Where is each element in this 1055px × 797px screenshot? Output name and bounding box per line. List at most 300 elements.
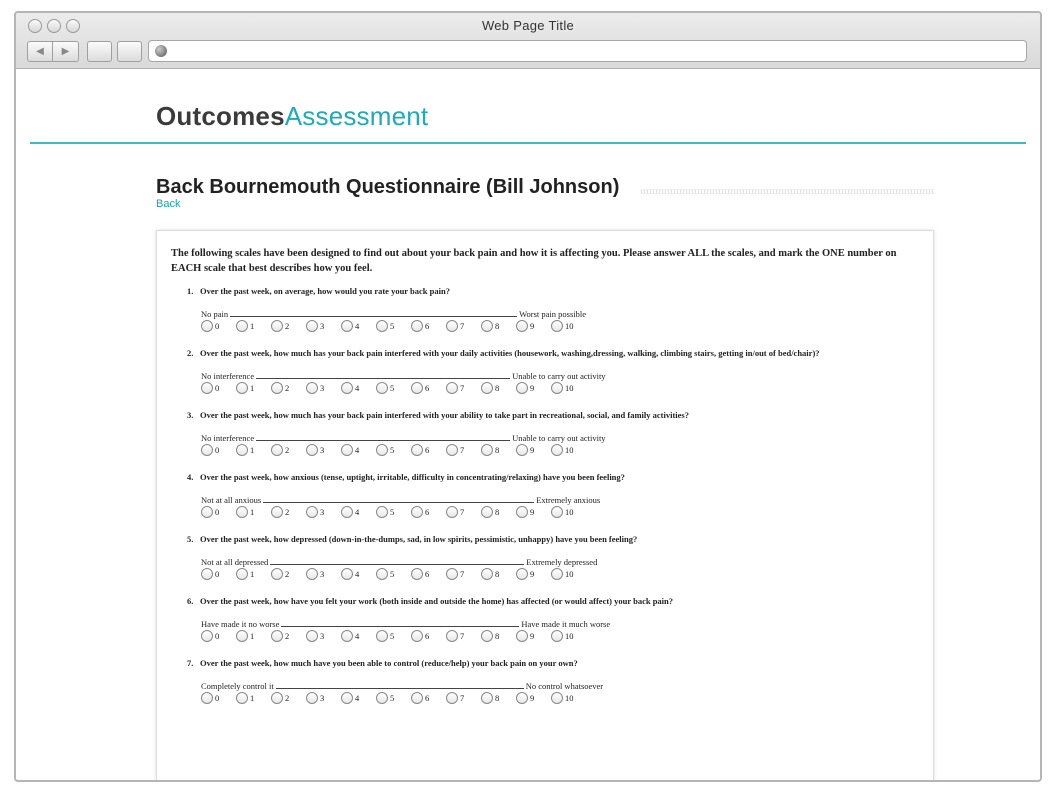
radio-label: 1 bbox=[250, 321, 255, 331]
radio-option-4[interactable] bbox=[341, 567, 376, 581]
radio-option-8[interactable] bbox=[481, 567, 516, 581]
radio-option-6[interactable] bbox=[411, 319, 446, 333]
radio-option-5[interactable] bbox=[376, 443, 411, 457]
radio-button[interactable] bbox=[516, 630, 528, 642]
scale-high-label: No control whatsoever bbox=[525, 681, 604, 691]
radio-button[interactable] bbox=[481, 444, 493, 456]
radio-option-6[interactable] bbox=[411, 381, 446, 395]
radio-option-7[interactable] bbox=[446, 381, 481, 395]
radio-label: 4 bbox=[355, 445, 360, 455]
radio-options bbox=[201, 691, 941, 705]
radio-options bbox=[201, 381, 941, 395]
radio-button[interactable] bbox=[306, 444, 318, 456]
radio-option-3[interactable] bbox=[306, 443, 341, 457]
radio-option-0[interactable] bbox=[201, 567, 236, 581]
radio-label: 2 bbox=[285, 445, 290, 455]
radio-option-4[interactable] bbox=[341, 629, 376, 643]
radio-button[interactable] bbox=[341, 630, 353, 642]
question-2 bbox=[187, 348, 927, 395]
question-text bbox=[187, 596, 927, 616]
radio-label: 3 bbox=[320, 693, 325, 703]
questionnaire-panel bbox=[156, 230, 934, 782]
radio-button[interactable] bbox=[446, 444, 458, 456]
radio-label: 1 bbox=[250, 693, 255, 703]
radio-option-10[interactable] bbox=[551, 319, 586, 333]
radio-option-0[interactable] bbox=[201, 691, 236, 705]
radio-label: 3 bbox=[320, 631, 325, 641]
radio-button[interactable] bbox=[551, 382, 563, 394]
radio-label: 8 bbox=[495, 321, 500, 331]
radio-button[interactable] bbox=[376, 382, 388, 394]
radio-label: 2 bbox=[285, 569, 290, 579]
question-number: 3. bbox=[187, 410, 194, 420]
radio-option-10[interactable] bbox=[551, 691, 586, 705]
radio-option-7[interactable] bbox=[446, 505, 481, 519]
radio-label: 1 bbox=[250, 507, 255, 517]
radio-button[interactable] bbox=[201, 320, 213, 332]
radio-button[interactable] bbox=[236, 382, 248, 394]
radio-button[interactable] bbox=[411, 382, 423, 394]
radio-option-8[interactable] bbox=[481, 319, 516, 333]
radio-option-4[interactable] bbox=[341, 443, 376, 457]
back-button[interactable] bbox=[27, 41, 53, 62]
radio-button[interactable] bbox=[376, 444, 388, 456]
radio-option-10[interactable] bbox=[551, 443, 586, 457]
radio-label: 7 bbox=[460, 693, 465, 703]
radio-button[interactable] bbox=[376, 320, 388, 332]
radio-option-8[interactable] bbox=[481, 443, 516, 457]
radio-label: 1 bbox=[250, 445, 255, 455]
radio-button[interactable] bbox=[271, 320, 283, 332]
radio-button[interactable] bbox=[236, 630, 248, 642]
radio-option-0[interactable] bbox=[201, 443, 236, 457]
radio-option-10[interactable] bbox=[551, 567, 586, 581]
scale-high-label: Unable to carry out activity bbox=[512, 371, 606, 381]
scale-low-label: No pain bbox=[201, 309, 229, 319]
radio-button[interactable] bbox=[551, 444, 563, 456]
logo-assessment: Assessment bbox=[284, 101, 429, 131]
radio-button[interactable] bbox=[516, 568, 528, 580]
question-text bbox=[187, 472, 927, 492]
scale-low-label: No interference bbox=[201, 371, 255, 381]
forward-arrow-icon: ▶ bbox=[61, 46, 70, 57]
radio-button[interactable] bbox=[201, 630, 213, 642]
radio-button[interactable] bbox=[516, 320, 528, 332]
radio-option-2[interactable] bbox=[271, 443, 306, 457]
radio-label: 1 bbox=[250, 569, 255, 579]
radio-option-9[interactable] bbox=[516, 319, 551, 333]
radio-label: 8 bbox=[495, 631, 500, 641]
radio-label: 6 bbox=[425, 383, 430, 393]
radio-option-8[interactable] bbox=[481, 505, 516, 519]
radio-option-4[interactable] bbox=[341, 505, 376, 519]
radio-option-1[interactable] bbox=[236, 443, 271, 457]
radio-button[interactable] bbox=[201, 382, 213, 394]
question-text bbox=[187, 658, 927, 678]
question-label: Over the past week, how anxious (tense, uptight, irritable, difficulty in concentrating/relaxing) have you been feeling? bbox=[200, 472, 625, 482]
radio-option-2[interactable] bbox=[271, 629, 306, 643]
radio-label: 0 bbox=[215, 569, 220, 579]
radio-option-3[interactable] bbox=[306, 319, 341, 333]
scale-high-label: Extremely depressed bbox=[526, 557, 598, 567]
scale-anchors bbox=[201, 554, 941, 567]
forward-button[interactable] bbox=[53, 41, 79, 62]
radio-option-7[interactable] bbox=[446, 567, 481, 581]
radio-option-5[interactable] bbox=[376, 319, 411, 333]
radio-label: 2 bbox=[285, 321, 290, 331]
radio-options bbox=[201, 567, 941, 581]
radio-label: 7 bbox=[460, 507, 465, 517]
radio-button[interactable] bbox=[271, 568, 283, 580]
radio-option-4[interactable] bbox=[341, 381, 376, 395]
radio-option-7[interactable] bbox=[446, 319, 481, 333]
radio-button[interactable] bbox=[411, 506, 423, 518]
radio-button[interactable] bbox=[481, 506, 493, 518]
radio-option-2[interactable] bbox=[271, 381, 306, 395]
radio-option-1[interactable] bbox=[236, 567, 271, 581]
radio-label: 9 bbox=[530, 445, 535, 455]
radio-option-0[interactable] bbox=[201, 319, 236, 333]
radio-label: 4 bbox=[355, 321, 360, 331]
radio-label: 6 bbox=[425, 693, 430, 703]
radio-option-6[interactable] bbox=[411, 629, 446, 643]
radio-option-7[interactable] bbox=[446, 443, 481, 457]
radio-option-5[interactable] bbox=[376, 381, 411, 395]
radio-option-5[interactable] bbox=[376, 567, 411, 581]
radio-button[interactable] bbox=[376, 692, 388, 704]
radio-option-8[interactable] bbox=[481, 381, 516, 395]
question-6 bbox=[187, 596, 927, 643]
radio-button[interactable] bbox=[411, 320, 423, 332]
toolbar-button-1[interactable] bbox=[87, 41, 112, 62]
radio-option-9[interactable] bbox=[516, 381, 551, 395]
radio-button[interactable] bbox=[551, 630, 563, 642]
radio-label: 10 bbox=[565, 445, 574, 455]
radio-option-2[interactable] bbox=[271, 567, 306, 581]
radio-button[interactable] bbox=[481, 630, 493, 642]
radio-label: 5 bbox=[390, 693, 395, 703]
scale-anchors bbox=[201, 306, 941, 319]
question-text bbox=[187, 348, 927, 368]
radio-option-0[interactable] bbox=[201, 505, 236, 519]
radio-button[interactable] bbox=[481, 568, 493, 580]
radio-button[interactable] bbox=[516, 382, 528, 394]
question-4 bbox=[187, 472, 927, 519]
radio-label: 9 bbox=[530, 631, 535, 641]
browser-toolbar bbox=[16, 13, 1040, 69]
radio-label: 0 bbox=[215, 445, 220, 455]
radio-option-10[interactable] bbox=[551, 505, 586, 519]
radio-button[interactable] bbox=[446, 692, 458, 704]
question-text bbox=[187, 410, 927, 430]
question-number: 4. bbox=[187, 472, 194, 482]
browser-window bbox=[14, 11, 1042, 782]
radio-label: 2 bbox=[285, 631, 290, 641]
radio-button[interactable] bbox=[271, 692, 283, 704]
radio-label: 5 bbox=[390, 445, 395, 455]
radio-option-9[interactable] bbox=[516, 505, 551, 519]
scale-high-label: Unable to carry out activity bbox=[512, 433, 606, 443]
radio-label: 6 bbox=[425, 507, 430, 517]
radio-button[interactable] bbox=[516, 506, 528, 518]
radio-button[interactable] bbox=[481, 382, 493, 394]
radio-button[interactable] bbox=[306, 506, 318, 518]
radio-label: 4 bbox=[355, 569, 360, 579]
radio-label: 8 bbox=[495, 693, 500, 703]
radio-option-0[interactable] bbox=[201, 381, 236, 395]
radio-label: 4 bbox=[355, 507, 360, 517]
radio-button[interactable] bbox=[411, 568, 423, 580]
radio-label: 9 bbox=[530, 321, 535, 331]
scale-line bbox=[270, 564, 524, 565]
radio-button[interactable] bbox=[236, 568, 248, 580]
radio-label: 4 bbox=[355, 383, 360, 393]
radio-label: 5 bbox=[390, 631, 395, 641]
radio-options bbox=[201, 319, 941, 333]
radio-option-1[interactable] bbox=[236, 381, 271, 395]
scale-anchors bbox=[201, 678, 941, 691]
radio-button[interactable] bbox=[446, 320, 458, 332]
radio-option-4[interactable] bbox=[341, 691, 376, 705]
radio-button[interactable] bbox=[551, 568, 563, 580]
question-label: Over the past week, how much has your back pain interfered with your daily activities (housework, washing,dressing, walking, climbing stairs, getting in/out of bed/chair)? bbox=[200, 348, 820, 358]
page-content bbox=[16, 69, 1040, 782]
radio-button[interactable] bbox=[201, 568, 213, 580]
radio-option-9[interactable] bbox=[516, 567, 551, 581]
site-logo[interactable] bbox=[156, 101, 428, 132]
radio-option-1[interactable] bbox=[236, 319, 271, 333]
radio-options bbox=[201, 629, 941, 643]
radio-button[interactable] bbox=[236, 320, 248, 332]
radio-button[interactable] bbox=[236, 444, 248, 456]
radio-label: 7 bbox=[460, 445, 465, 455]
radio-label: 2 bbox=[285, 693, 290, 703]
radio-label: 2 bbox=[285, 383, 290, 393]
question-3 bbox=[187, 410, 927, 457]
radio-option-8[interactable] bbox=[481, 691, 516, 705]
radio-button[interactable] bbox=[201, 444, 213, 456]
radio-button[interactable] bbox=[446, 630, 458, 642]
radio-button[interactable] bbox=[411, 630, 423, 642]
radio-button[interactable] bbox=[341, 692, 353, 704]
address-bar[interactable] bbox=[148, 40, 1027, 62]
scale-line bbox=[263, 502, 534, 503]
radio-label: 7 bbox=[460, 631, 465, 641]
radio-option-1[interactable] bbox=[236, 691, 271, 705]
radio-label: 8 bbox=[495, 507, 500, 517]
radio-button[interactable] bbox=[481, 320, 493, 332]
question-7 bbox=[187, 658, 927, 705]
globe-icon bbox=[155, 45, 167, 57]
question-text bbox=[187, 286, 927, 306]
scale-anchors bbox=[201, 368, 941, 381]
radio-button[interactable] bbox=[306, 692, 318, 704]
radio-button[interactable] bbox=[446, 568, 458, 580]
radio-option-4[interactable] bbox=[341, 319, 376, 333]
scale-line bbox=[281, 626, 519, 627]
radio-label: 7 bbox=[460, 569, 465, 579]
window-title: Web Page Title bbox=[481, 18, 575, 33]
radio-label: 6 bbox=[425, 631, 430, 641]
radio-label: 10 bbox=[565, 321, 574, 331]
radio-option-10[interactable] bbox=[551, 381, 586, 395]
radio-option-1[interactable] bbox=[236, 629, 271, 643]
back-link[interactable]: Back bbox=[156, 198, 181, 210]
radio-button[interactable] bbox=[376, 568, 388, 580]
radio-button[interactable] bbox=[551, 692, 563, 704]
radio-button[interactable] bbox=[341, 568, 353, 580]
header-divider bbox=[30, 142, 1026, 144]
radio-button[interactable] bbox=[341, 506, 353, 518]
question-label: Over the past week, how depressed (down-in-the-dumps, sad, in low spirits, pessimistic, unhappy) have you been feeling? bbox=[200, 534, 638, 544]
radio-option-8[interactable] bbox=[481, 629, 516, 643]
radio-label: 5 bbox=[390, 383, 395, 393]
radio-option-9[interactable] bbox=[516, 629, 551, 643]
radio-option-2[interactable] bbox=[271, 319, 306, 333]
radio-label: 2 bbox=[285, 507, 290, 517]
radio-label: 0 bbox=[215, 631, 220, 641]
question-number: 2. bbox=[187, 348, 194, 358]
radio-button[interactable] bbox=[411, 692, 423, 704]
radio-button[interactable] bbox=[271, 630, 283, 642]
radio-option-3[interactable] bbox=[306, 629, 341, 643]
radio-label: 6 bbox=[425, 569, 430, 579]
radio-label: 10 bbox=[565, 507, 574, 517]
radio-option-9[interactable] bbox=[516, 691, 551, 705]
radio-option-3[interactable] bbox=[306, 691, 341, 705]
radio-button[interactable] bbox=[271, 444, 283, 456]
radio-option-6[interactable] bbox=[411, 505, 446, 519]
radio-option-7[interactable] bbox=[446, 629, 481, 643]
radio-option-5[interactable] bbox=[376, 505, 411, 519]
radio-button[interactable] bbox=[306, 630, 318, 642]
radio-button[interactable] bbox=[271, 382, 283, 394]
radio-option-5[interactable] bbox=[376, 691, 411, 705]
scale-high-label: Extremely anxious bbox=[536, 495, 601, 505]
radio-button[interactable] bbox=[446, 382, 458, 394]
radio-option-6[interactable] bbox=[411, 691, 446, 705]
radio-button[interactable] bbox=[551, 320, 563, 332]
radio-button[interactable] bbox=[271, 506, 283, 518]
radio-label: 3 bbox=[320, 445, 325, 455]
history-nav bbox=[27, 41, 79, 62]
instructions: The following scales have been designed to find out about your back pain and how it is affecting you. Please answer ALL the scales, and mark the ONE number on EACH scale that best describes how you feel. bbox=[171, 248, 897, 274]
radio-option-2[interactable] bbox=[271, 691, 306, 705]
radio-button[interactable] bbox=[236, 506, 248, 518]
radio-button[interactable] bbox=[376, 630, 388, 642]
radio-label: 9 bbox=[530, 569, 535, 579]
scale-high-label: Have made it much worse bbox=[521, 619, 611, 629]
scale-low-label: Not at all depressed bbox=[201, 557, 269, 567]
radio-option-1[interactable] bbox=[236, 505, 271, 519]
radio-option-3[interactable] bbox=[306, 567, 341, 581]
question-label: Over the past week, how much has your back pain interfered with your ability to take part in recreational, social, and family activities? bbox=[200, 410, 689, 420]
scale-anchors bbox=[201, 492, 941, 505]
radio-button[interactable] bbox=[411, 444, 423, 456]
radio-label: 7 bbox=[460, 321, 465, 331]
radio-option-6[interactable] bbox=[411, 443, 446, 457]
radio-label: 10 bbox=[565, 693, 574, 703]
radio-label: 5 bbox=[390, 507, 395, 517]
radio-button[interactable] bbox=[201, 692, 213, 704]
radio-button[interactable] bbox=[341, 382, 353, 394]
radio-label: 9 bbox=[530, 693, 535, 703]
scale-low-label: Not at all anxious bbox=[201, 495, 262, 505]
radio-button[interactable] bbox=[306, 568, 318, 580]
radio-label: 5 bbox=[390, 569, 395, 579]
radio-label: 1 bbox=[250, 383, 255, 393]
radio-option-6[interactable] bbox=[411, 567, 446, 581]
question-label: Over the past week, how have you felt your work (both inside and outside the home) has affected (or would affect) your back pain? bbox=[200, 596, 674, 606]
radio-button[interactable] bbox=[446, 506, 458, 518]
radio-label: 0 bbox=[215, 507, 220, 517]
toolbar-button-2[interactable] bbox=[117, 41, 142, 62]
radio-option-0[interactable] bbox=[201, 629, 236, 643]
page-title: Back Bournemouth Questionnaire (Bill Johnson) bbox=[156, 176, 620, 198]
radio-button[interactable] bbox=[516, 444, 528, 456]
radio-button[interactable] bbox=[551, 506, 563, 518]
radio-label: 7 bbox=[460, 383, 465, 393]
radio-label: 3 bbox=[320, 321, 325, 331]
radio-label: 3 bbox=[320, 569, 325, 579]
radio-label: 5 bbox=[390, 321, 395, 331]
title-decoration bbox=[641, 189, 934, 194]
radio-label: 1 bbox=[250, 631, 255, 641]
radio-options bbox=[201, 505, 941, 519]
radio-option-9[interactable] bbox=[516, 443, 551, 457]
radio-button[interactable] bbox=[376, 506, 388, 518]
radio-option-7[interactable] bbox=[446, 691, 481, 705]
scale-line bbox=[230, 316, 517, 317]
radio-button[interactable] bbox=[341, 444, 353, 456]
radio-button[interactable] bbox=[236, 692, 248, 704]
scale-anchors bbox=[201, 616, 941, 629]
radio-label: 10 bbox=[565, 631, 574, 641]
radio-options bbox=[201, 443, 941, 457]
radio-button[interactable] bbox=[481, 692, 493, 704]
radio-button[interactable] bbox=[341, 320, 353, 332]
radio-label: 0 bbox=[215, 321, 220, 331]
radio-label: 8 bbox=[495, 383, 500, 393]
radio-label: 9 bbox=[530, 383, 535, 393]
question-number: 7. bbox=[187, 658, 194, 668]
question-number: 1. bbox=[187, 286, 194, 296]
radio-label: 3 bbox=[320, 383, 325, 393]
radio-option-3[interactable] bbox=[306, 381, 341, 395]
scale-line bbox=[276, 688, 524, 689]
radio-label: 0 bbox=[215, 383, 220, 393]
radio-option-2[interactable] bbox=[271, 505, 306, 519]
radio-label: 3 bbox=[320, 507, 325, 517]
question-number: 5. bbox=[187, 534, 194, 544]
radio-button[interactable] bbox=[201, 506, 213, 518]
radio-label: 9 bbox=[530, 507, 535, 517]
question-5 bbox=[187, 534, 927, 581]
radio-label: 4 bbox=[355, 631, 360, 641]
logo-outcomes: Outcomes bbox=[156, 101, 285, 131]
radio-button[interactable] bbox=[306, 382, 318, 394]
radio-option-5[interactable] bbox=[376, 629, 411, 643]
radio-label: 8 bbox=[495, 445, 500, 455]
radio-label: 8 bbox=[495, 569, 500, 579]
radio-option-3[interactable] bbox=[306, 505, 341, 519]
radio-button[interactable] bbox=[306, 320, 318, 332]
radio-option-10[interactable] bbox=[551, 629, 586, 643]
scale-low-label: Have made it no worse bbox=[201, 619, 280, 629]
scale-line bbox=[256, 378, 510, 379]
radio-button[interactable] bbox=[516, 692, 528, 704]
question-label: Over the past week, on average, how would you rate your back pain? bbox=[200, 286, 450, 296]
